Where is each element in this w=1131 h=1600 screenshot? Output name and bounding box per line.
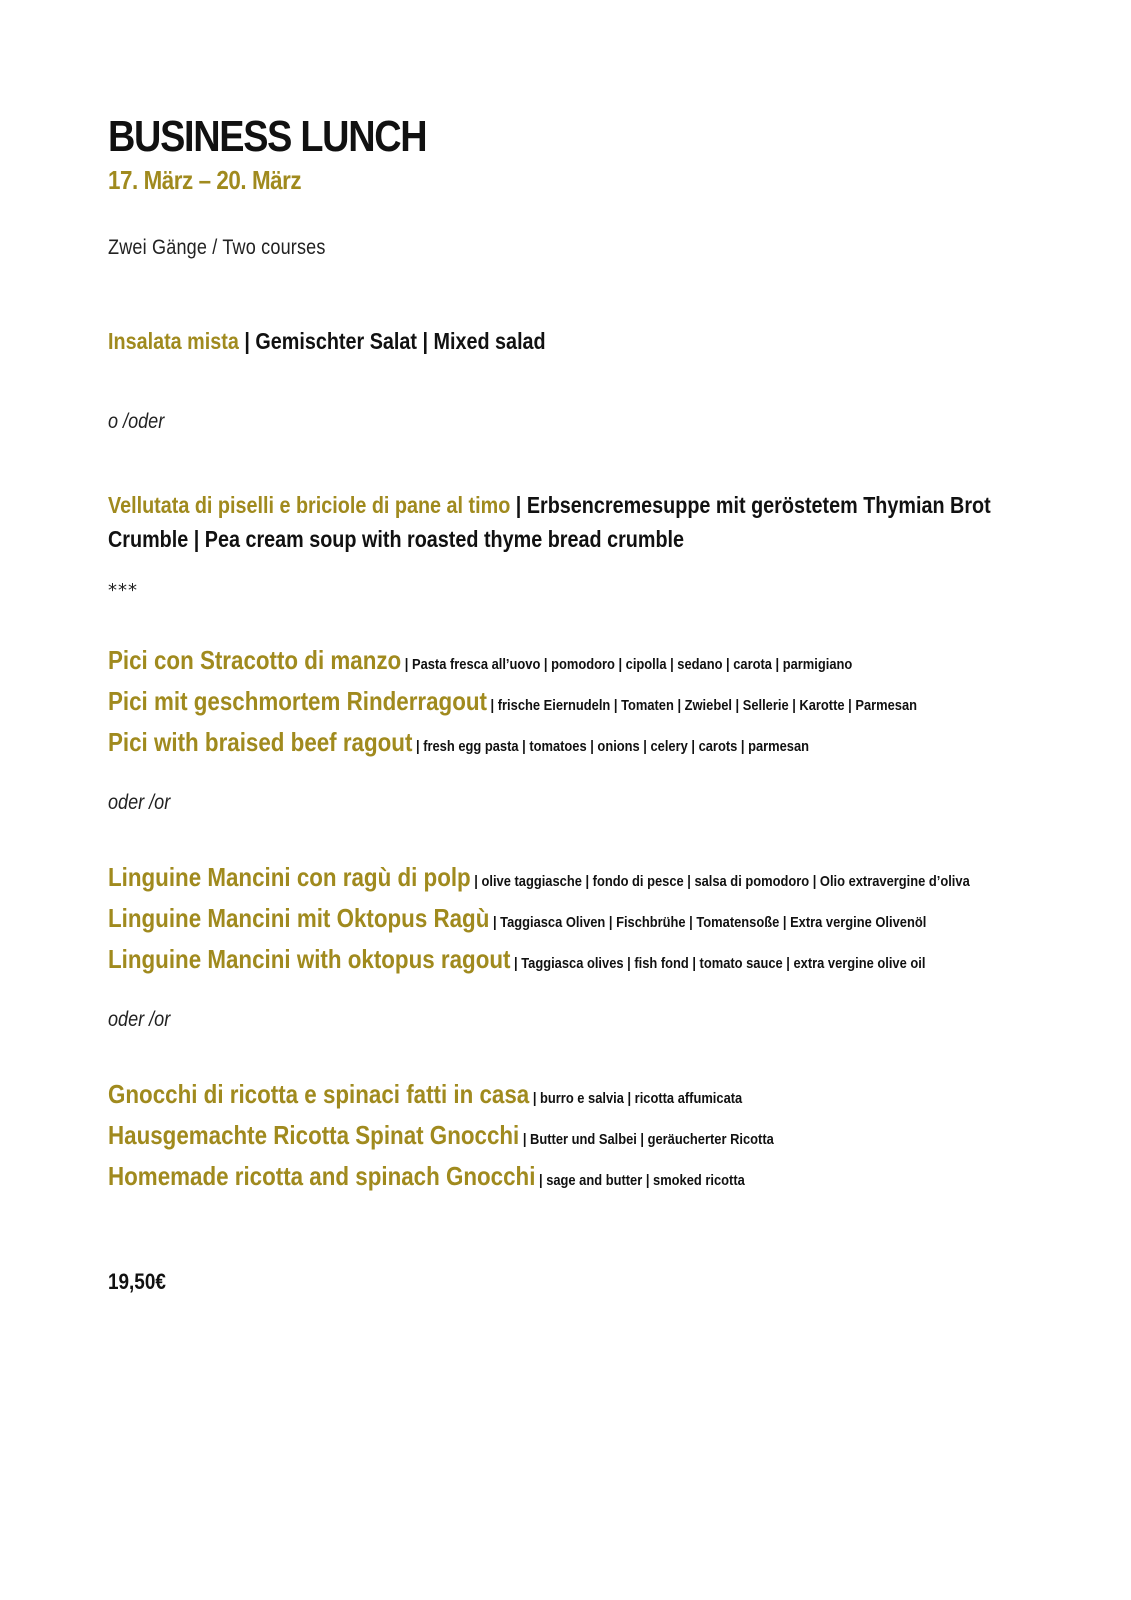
main-dish-line (108, 859, 1028, 900)
dish-ingredients: | Taggiasca Oliven | Fischbrühe | Tomatensoße | Extra vergine Olivenöl (489, 914, 927, 931)
or-label-mains-1: oder /or (108, 791, 171, 814)
dish-name: Pici mit geschmortem Rinderragout (108, 686, 487, 716)
date-range: 17. März – 20. März (108, 165, 302, 195)
page-title: BUSINESS LUNCH (108, 112, 427, 161)
main-dish-linguine (108, 859, 1028, 982)
dish-ingredients: | frische Eiernudeln | Tomaten | Zwiebel | Sellerie | Karotte | Parmesan (486, 697, 918, 714)
starter-item-soup (108, 488, 1028, 556)
starter-translations: | Erbsencremesuppe mit geröstetem Thymian Brot Crumble | Pea cream soup with roasted thyme bread crumble (108, 492, 991, 552)
separator: | (238, 328, 256, 354)
starter-german-name: Gemischter Salat (255, 328, 417, 354)
dish-ingredients: | sage and butter | smoked ricotta (535, 1172, 745, 1189)
menu-price: 19,50€ (108, 1269, 166, 1294)
dish-name: Pici con Stracotto di manzo (108, 645, 402, 675)
main-dish-line (108, 724, 1028, 765)
dish-name: Linguine Mancini with oktopus ragout (108, 944, 511, 974)
main-dish-line (108, 642, 1028, 683)
main-dish-line (108, 1158, 1028, 1199)
dish-name: Linguine Mancini con ragù di polp (108, 862, 471, 892)
dish-name: Pici with braised beef ragout (108, 727, 413, 757)
dish-ingredients: | olive taggiasche | fondo di pesce | salsa di pomodoro | Olio extravergine d’oliva (470, 873, 970, 890)
main-dish-line (108, 941, 1028, 982)
main-dish-gnocchi (108, 1076, 1028, 1199)
dish-name: Gnocchi di ricotta e spinaci fatti in casa (108, 1079, 530, 1109)
dish-ingredients: | Butter und Salbei | geräucherter Ricotta (519, 1131, 774, 1148)
starter-italian-name: Insalata mista (108, 328, 239, 354)
starter-english-name: Mixed salad (433, 328, 546, 354)
dish-ingredients: | Taggiasca olives | fish fond | tomato sauce | extra vergine olive oil (510, 955, 926, 972)
courses-subtitle: Zwei Gänge / Two courses (108, 236, 326, 259)
dish-name: Linguine Mancini mit Oktopus Ragù (108, 903, 490, 933)
main-dish-line (108, 900, 1028, 941)
menu-page (108, 110, 1028, 1297)
separator: | (416, 328, 434, 354)
dish-name: Hausgemachte Ricotta Spinat Gnocchi (108, 1120, 520, 1150)
or-label-mains-2: oder /or (108, 1008, 171, 1031)
dish-ingredients: | burro e salvia | ricotta affumicata (529, 1090, 743, 1107)
or-label-starters: o /oder (108, 410, 165, 433)
main-dish-line (108, 1117, 1028, 1158)
dish-name: Homemade ricotta and spinach Gnocchi (108, 1161, 536, 1191)
main-dish-line (108, 1076, 1028, 1117)
dish-ingredients: | Pasta fresca all’uovo | pomodoro | cipolla | sedano | carota | parmigiano (401, 656, 853, 673)
main-dish-pici (108, 642, 1028, 765)
starter-item-salad (108, 326, 1028, 356)
main-dish-line (108, 683, 1028, 724)
course-divider: *** (108, 580, 138, 601)
starter-italian-name: Vellutata di piselli e briciole di pane al timo (108, 492, 511, 518)
dish-ingredients: | fresh egg pasta | tomatoes | onions | celery | carots | parmesan (412, 738, 810, 755)
